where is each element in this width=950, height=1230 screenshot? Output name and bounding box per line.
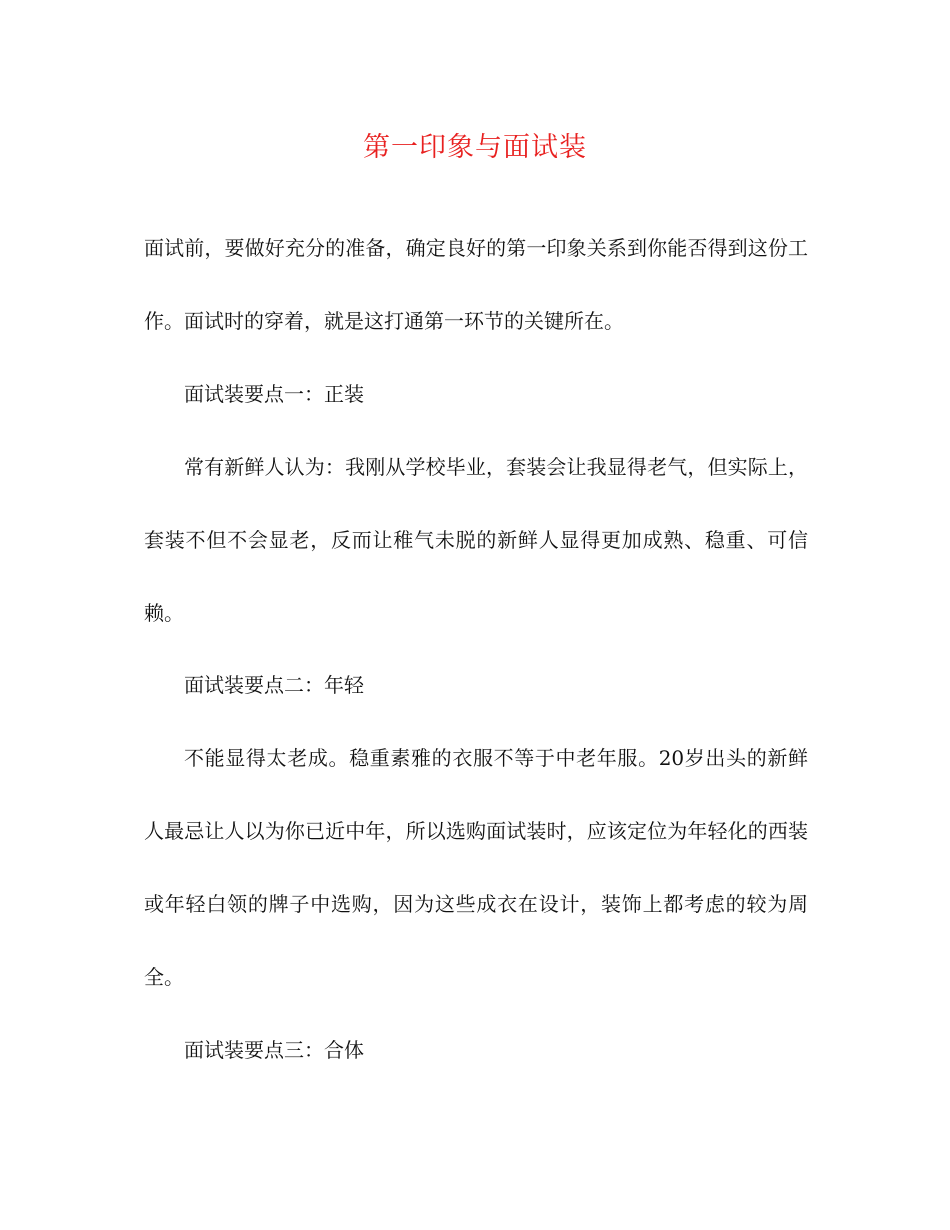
paragraph-point-one: 常有新鲜人认为：我刚从学校毕业，套装会让我显得老气，但实际上，套装不但不会显老，反而让稚气未脱的新鲜人显得更加成熟、稳重、可信赖。 bbox=[144, 454, 808, 625]
document-body bbox=[144, 212, 808, 1087]
paragraph-point-two: 不能显得太老成。稳重素雅的衣服不等于中老年服。20岁出头的新鲜人最忌让人以为你已近中年，所以选购面试装时，应该定位为年轻化的西装或年轻白领的牌子中选购，因为这些成衣在设计，装饰上都考虑的较为周全。 bbox=[144, 746, 808, 990]
paragraph-intro: 面试前，要做好充分的准备，确定良好的第一印象关系到你能否得到这份工作。面试时的穿着，就是这打通第一环节的关键所在。 bbox=[144, 236, 808, 333]
heading-point-one: 面试装要点一：正装 bbox=[184, 381, 364, 406]
heading-point-three: 面试装要点三：合体 bbox=[184, 1037, 364, 1062]
document-title: 第一印象与面试装 bbox=[363, 132, 587, 163]
heading-point-two: 面试装要点二：年轻 bbox=[184, 673, 364, 698]
